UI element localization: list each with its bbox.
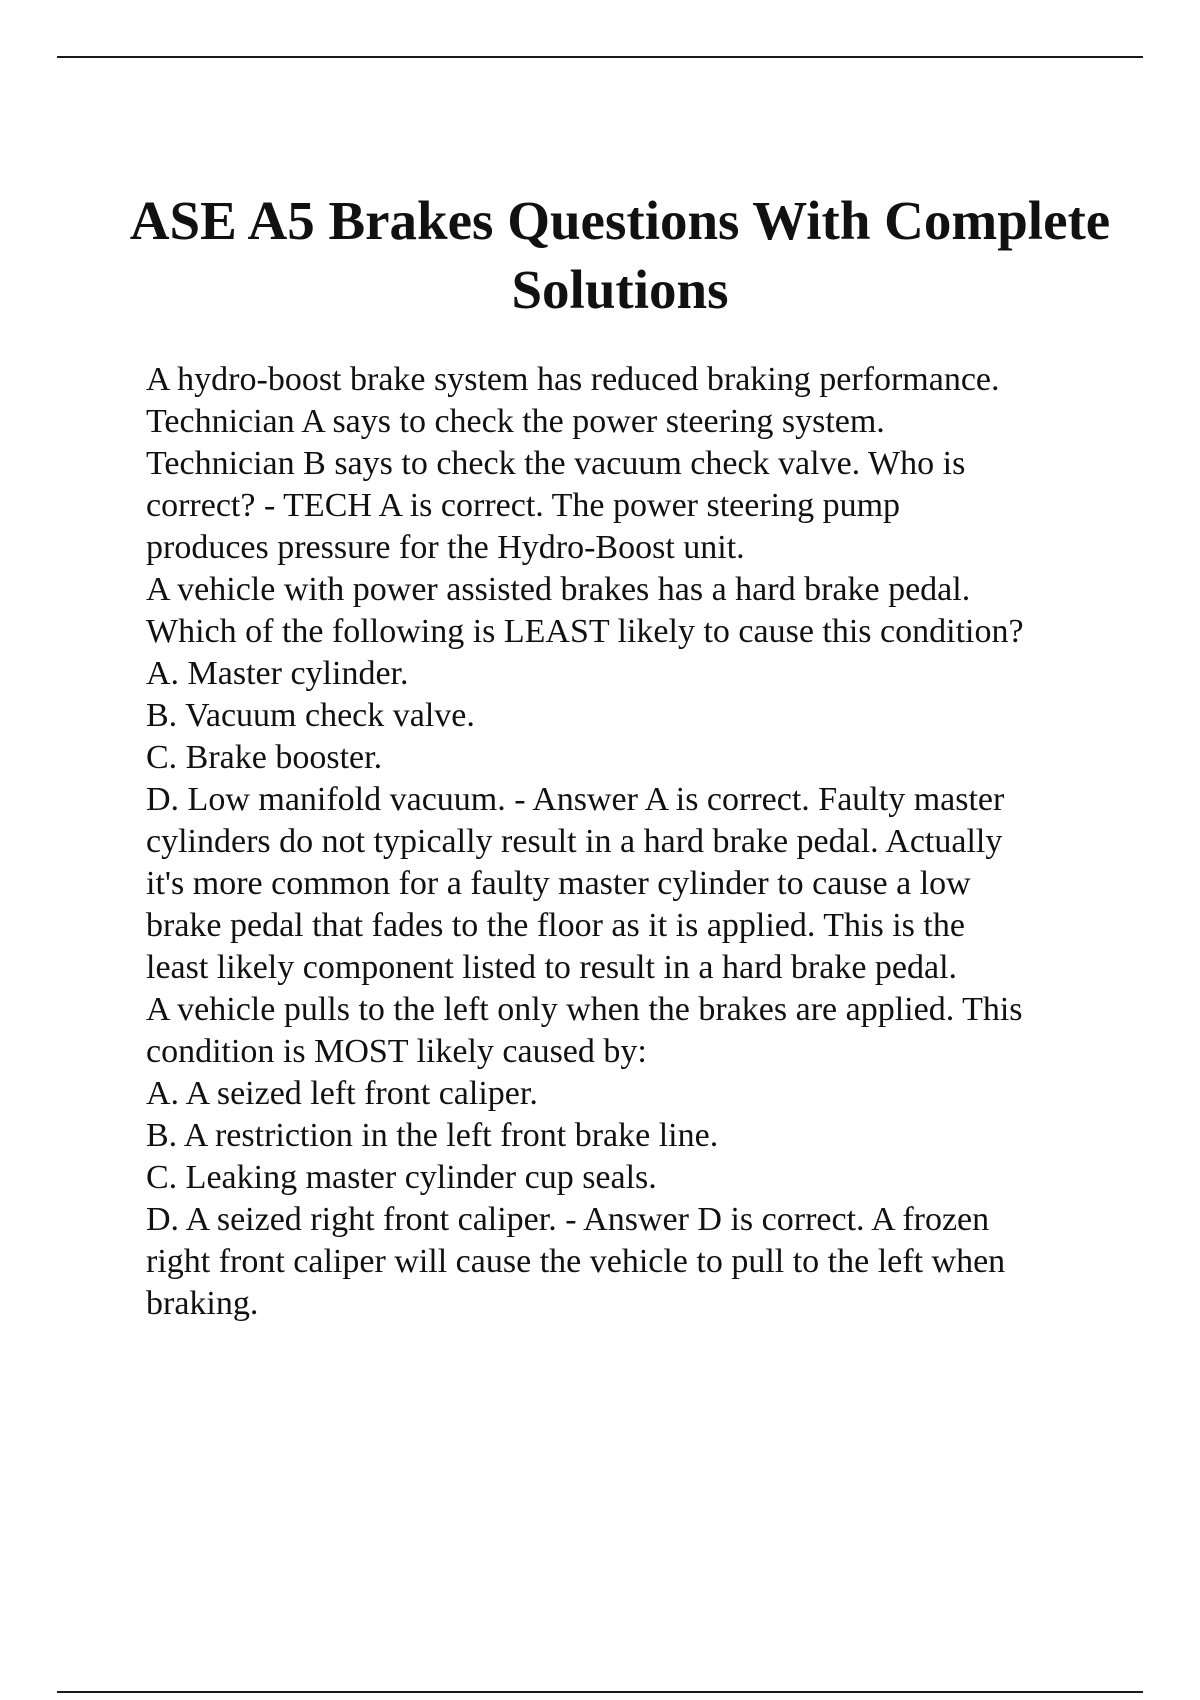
question-2-options-answer: A. Master cylinder. B. Vacuum check valve. C. Brake booster. D. Low manifold vacuum. - Answer A is correct. Faulty master cylinders do not typically result in a hard brake pedal. Actually it's more common for a faulty master cylinder to cause a low brake pedal that fades to the floor as it is applied. This is the least likely component listed to result in a hard brake pedal. xyxy=(146,655,1005,986)
bottom-rule xyxy=(57,1691,1143,1693)
document-title: ASE A5 Brakes Questions With Complete Solutions xyxy=(129,190,1111,320)
question-3: A vehicle pulls to the left only when the brakes are applied. This condition is MOST likely caused by: A. A seized left front caliper. B. A restriction in the left front brake line. C. Leaking master cylinder cup seals. D. A seized right front caliper. - Answer D is correct. A frozen right front caliper will cause the vehicle to pull to the left when braking. xyxy=(146,991,1023,1322)
question-1: A hydro-boost brake system has reduced braking performance. Technician A says to check the power steering system. Technician B says to check the vacuum check valve. Who is correct? - TECH A is correct. The power steering pump produces pressure for the Hydro-Boost unit. xyxy=(146,361,1000,566)
question-2-stem: A vehicle with power assisted brakes has a hard brake pedal. Which of the following is LEAST likely to cause this condition? xyxy=(146,571,1024,650)
document-body xyxy=(146,359,1146,1325)
top-rule xyxy=(57,56,1143,58)
